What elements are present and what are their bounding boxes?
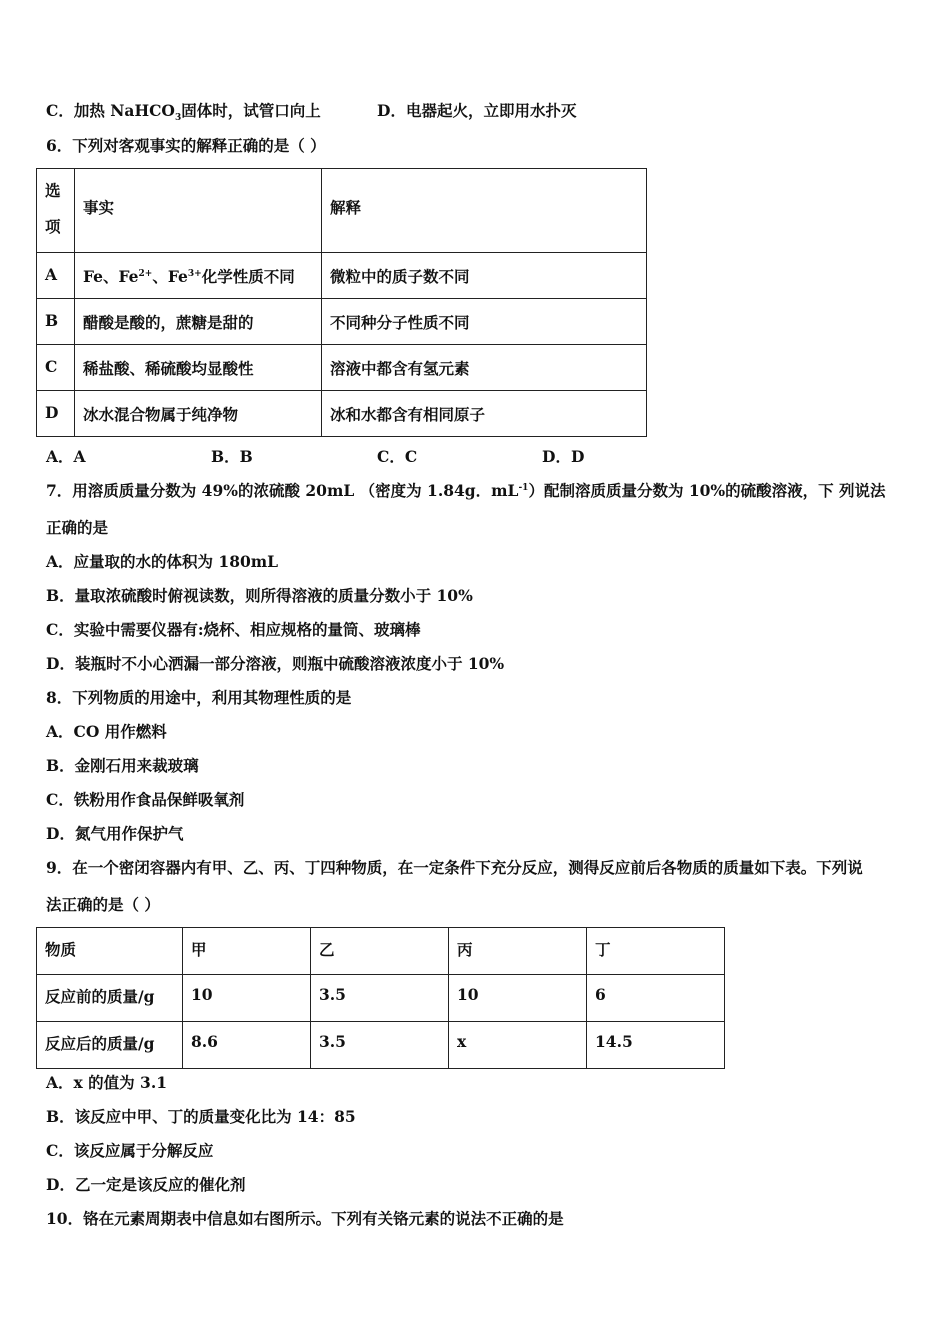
q5-option-d: D．电器起火，立即用水扑灭 [377,101,577,120]
q8-stem: 8．下列物质的用途中，利用其物理性质的是 [46,688,352,707]
table-cell: A [37,253,75,299]
q7-stem: 7．用溶质质量分数为 49%的浓硫酸 20mL （密度为 1.84g．$mL^{-1}$）配制溶质质量分数为 10%的硫酸溶液，下 列说法 [46,481,886,500]
table-cell: 反应前的质量/g [37,975,183,1022]
q8-option-b: B．金刚石用来裁玻璃 [46,756,199,775]
table-cell: 冰水混合物属于纯净物 [75,391,322,437]
table-cell: 反应后的质量/g [37,1022,183,1069]
q9-option-c: C．该反应属于分解反应 [46,1141,214,1160]
q9-table [36,927,725,1069]
table-cell: 溶液中都含有氢元素 [322,345,647,391]
q7-stem-cont: 正确的是 [46,518,109,537]
table-cell: 3.5 [311,1022,449,1069]
q10-stem: 10．铬在元素周期表中信息如右图所示。下列有关铬元素的说法不正确的是 [46,1209,564,1228]
table-cell: 事实 [75,169,322,253]
table-cell: 不同种分子性质不同 [322,299,647,345]
table-row [37,253,647,299]
table-cell: 冰和水都含有相同原子 [322,391,647,437]
table-cell: 10 [183,975,311,1022]
table-header-row [37,928,725,975]
table-cell: 6 [587,975,725,1022]
table-cell: x [449,1022,587,1069]
q7-option-a: A．应量取的水的体积为 180mL [46,552,279,571]
table-cell: 3.5 [311,975,449,1022]
q9-stem: 9．在一个密闭容器内有甲、乙、丙、丁四种物质，在一定条件下充分反应，测得反应前后各物质的质量如下表。下列说 [46,858,863,877]
q9-option-b: B．该反应中甲、丁的质量变化比为 14：85 [46,1107,356,1126]
table-cell: 10 [449,975,587,1022]
table-cell: 微粒中的质子数不同 [322,253,647,299]
table-cell: C [37,345,75,391]
table-cell: 14.5 [587,1022,725,1069]
table-cell: 稀盐酸、稀硫酸均显酸性 [75,345,322,391]
q6-table [36,168,647,437]
table-cell: 8.6 [183,1022,311,1069]
q7-option-b: B．量取浓硫酸时俯视读数，则所得溶液的质量分数小于 10% [46,586,473,605]
q6-stem: 6．下列对客观事实的解释正确的是（ ） [46,136,326,155]
q9-option-a: A．x 的值为 3.1 [46,1073,168,1092]
q7-option-d: D．装瓶时不小心洒漏一部分溶液，则瓶中硫酸溶液浓度小于 10% [46,654,505,673]
table-row [37,1022,725,1069]
table-cell: 丁 [587,928,725,975]
table-cell: B [37,299,75,345]
q7-option-c: C．实验中需要仪器有:烧杯、相应规格的量筒、玻璃棒 [46,620,421,639]
table-cell: Fe、$Fe^{2+}$、$Fe^{3+}$化学性质不同 [75,253,322,299]
q8-option-d: D．氮气用作保护气 [46,824,184,843]
q6-option-c: C．C [377,447,418,466]
table-cell: 物质 [37,928,183,975]
table-row [37,391,647,437]
q6-option-a: A．A [46,447,86,466]
table-header-row [37,169,647,253]
table-cell: 甲 [183,928,311,975]
table-row [37,975,725,1022]
q6-option-d: D．D [542,447,585,466]
table-cell: 乙 [311,928,449,975]
q8-option-c: C．铁粉用作食品保鲜吸氧剂 [46,790,245,809]
table-row [37,345,647,391]
table-row [37,299,647,345]
table-cell: 丙 [449,928,587,975]
table-cell: D [37,391,75,437]
table-cell: 解释 [322,169,647,253]
table-cell: 醋酸是酸的，蔗糖是甜的 [75,299,322,345]
q9-stem-cont: 法正确的是（ ） [46,895,160,914]
q6-option-b: B．B [211,447,253,466]
q5-option-c: C．加热 NaHCO$_3$固体时，试管口向上 [46,101,321,124]
q9-option-d: D．乙一定是该反应的催化剂 [46,1175,246,1194]
q8-option-a: A．CO 用作燃料 [46,722,167,741]
table-cell: 选 项 [37,169,75,253]
